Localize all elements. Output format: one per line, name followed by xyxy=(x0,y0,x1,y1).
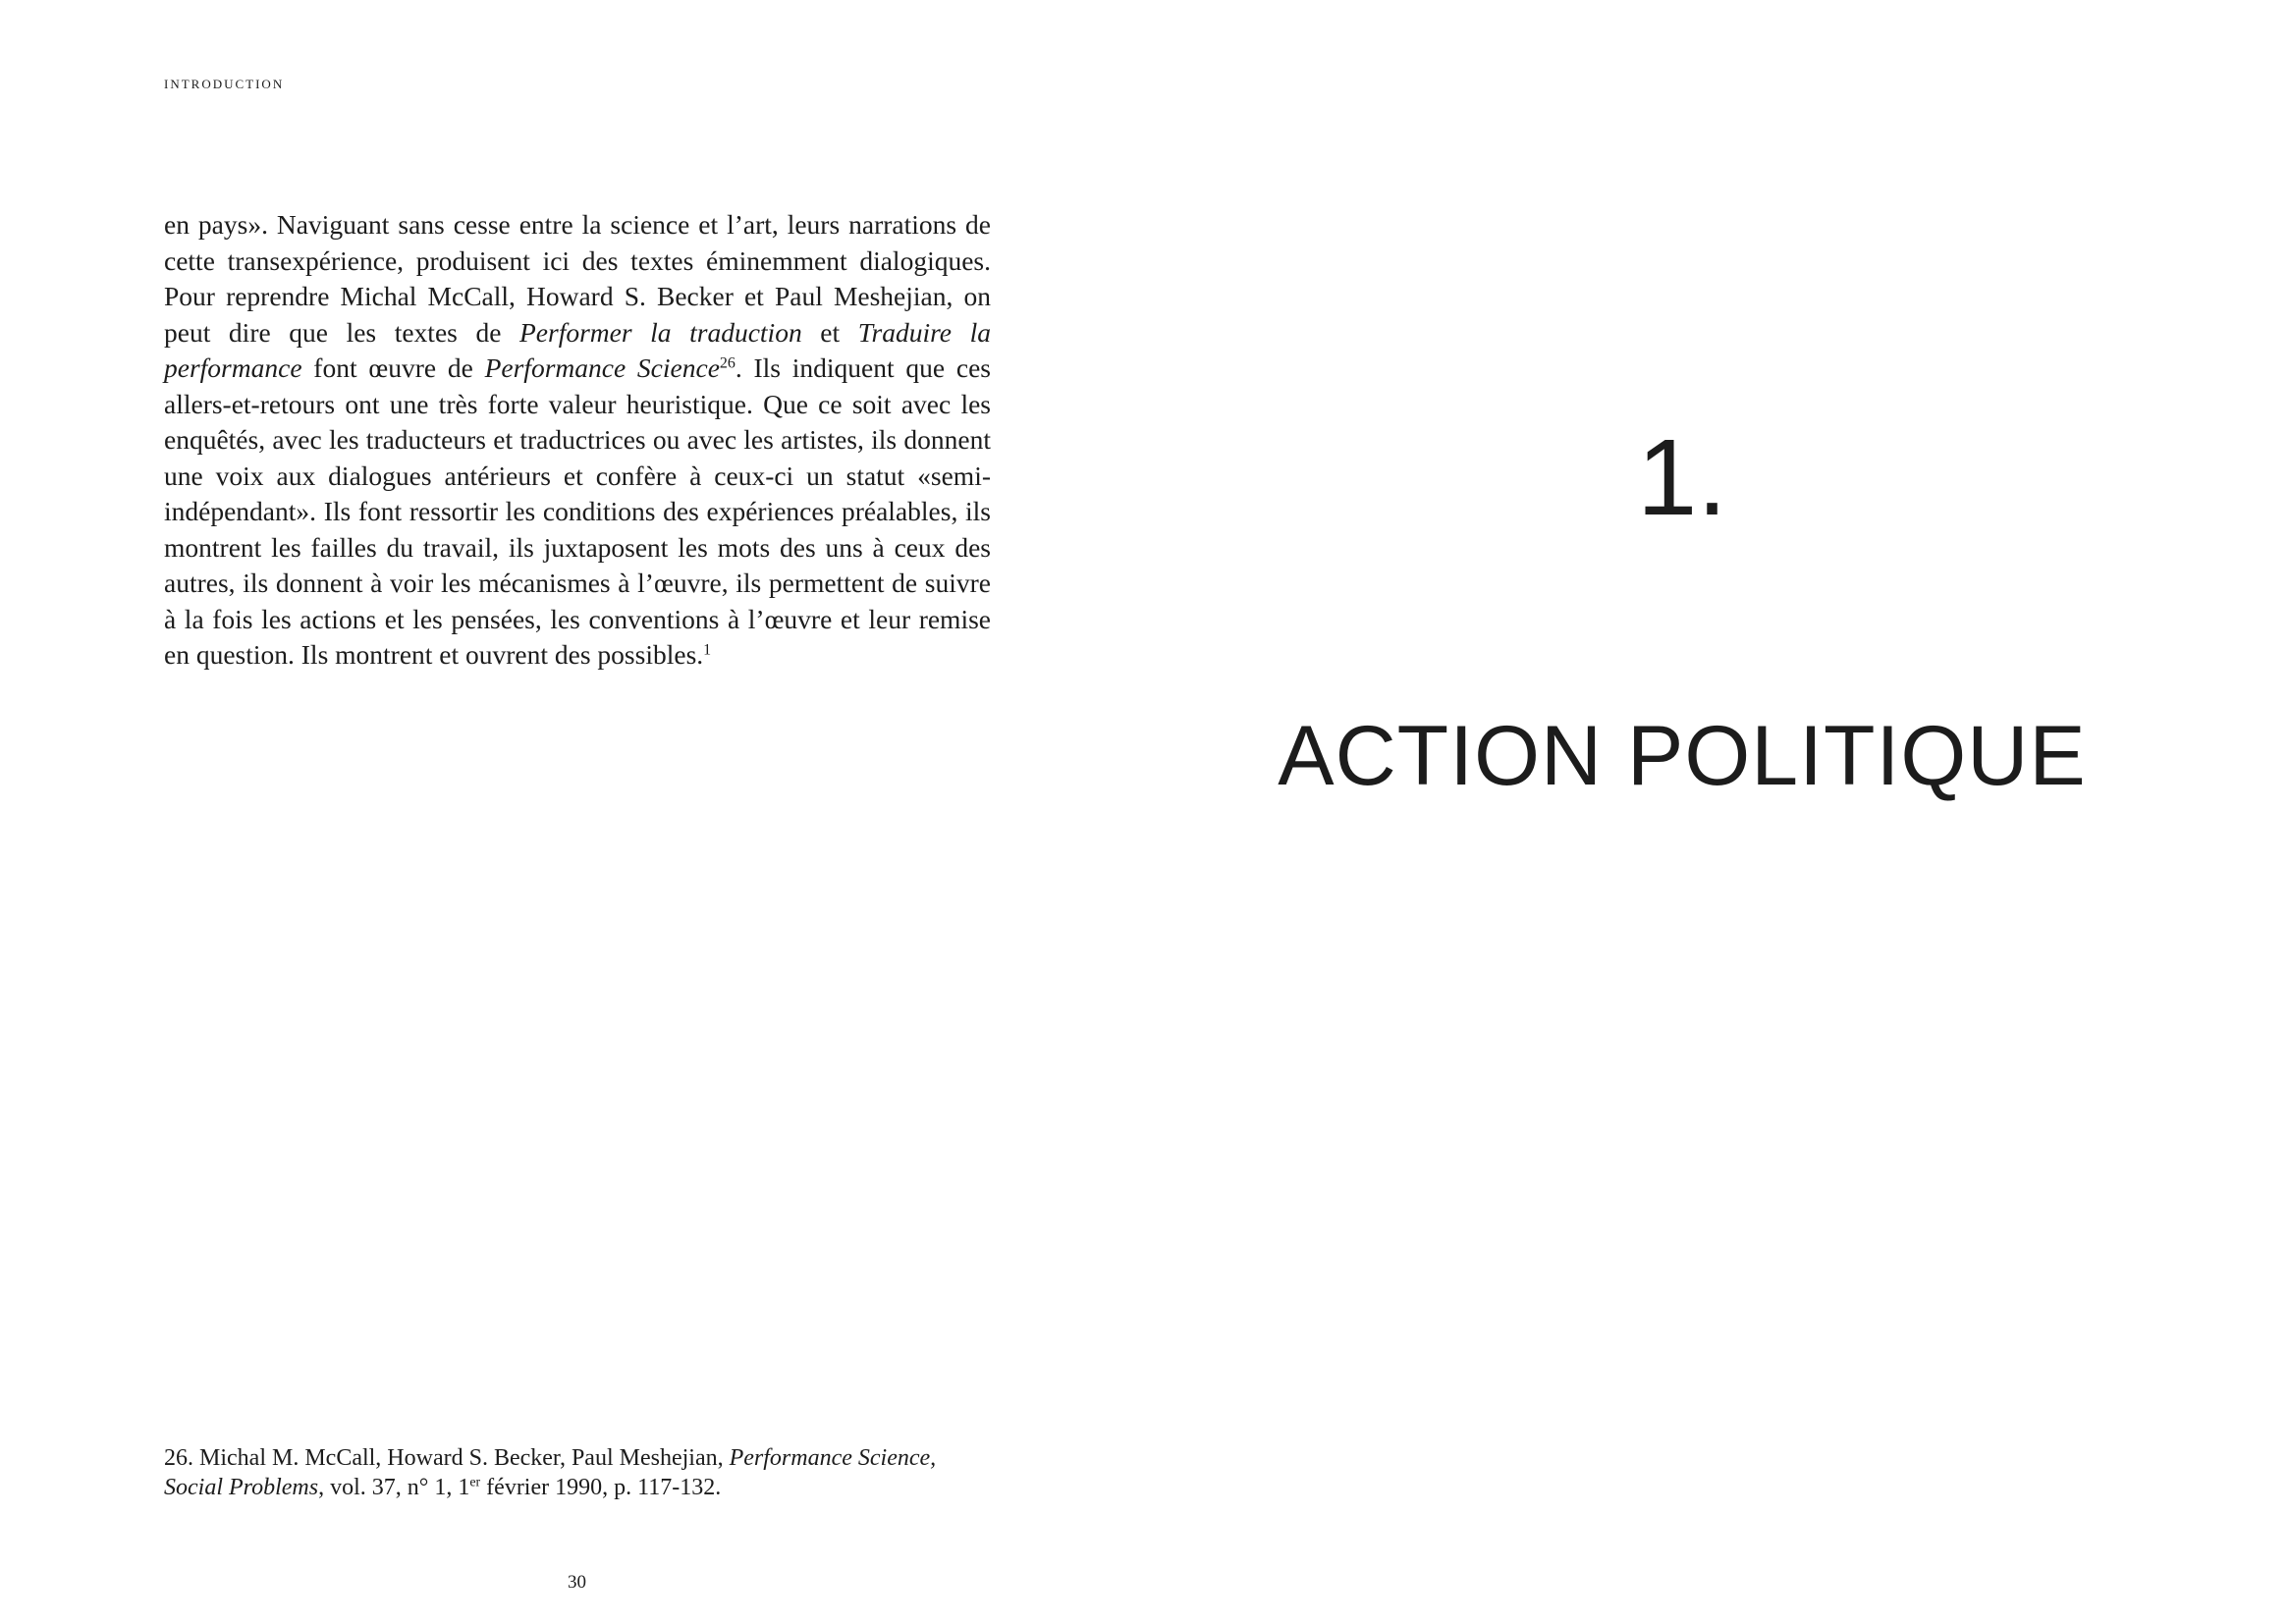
text-segment: . Ils indiquent que ces allers-et-retours ont une très forte valeur heuristique. Que ce soit avec les enquêtés, avec les traducteurs et traductrices ou avec les artistes, ils donnent une voix aux dialogues antérieurs et confère à ceux-ci un statut «semi-indépendant». Ils font ressortir les conditions des expériences préalables, ils montrent les failles du travail, ils juxtaposent les mots des uns à ceux des autres, ils donnent à voir les mécanismes à l’œuvre, ils permettent de suivre à la fois les actions et les pensées, les conventions à l’œuvre et leur remise en question. Ils montrent et ouvrent des possibles. xyxy=(164,352,991,670)
ordinal-suffix: er xyxy=(469,1475,481,1490)
text-segment: et xyxy=(801,316,858,348)
left-page xyxy=(0,0,1144,1624)
footnote-text xyxy=(164,1443,991,1502)
chapter-number: 1. xyxy=(1637,417,1727,538)
chapter-title: ACTION POLITIQUE xyxy=(1278,709,2087,803)
paragraph xyxy=(164,207,991,674)
footnote-number: 26. xyxy=(164,1445,193,1471)
footnote-reference: 26 xyxy=(719,354,736,372)
right-page xyxy=(1144,0,2289,1624)
text-segment: en pays». Naviguant sans cesse entre la science et l’art, leurs narrations de cette transexpérience, produisent ici des textes éminemment dialogiques. Pour reprendre Michal McCall, Howard S. Becker et Paul Meshejian, on peut dire que les textes de xyxy=(164,209,991,348)
footnote xyxy=(164,1443,991,1502)
footnote-reference: 1 xyxy=(703,641,712,659)
book-title: Traduire la performance xyxy=(164,316,991,383)
body-paragraph xyxy=(164,207,991,674)
running-head: introduction xyxy=(164,73,285,93)
book-title: Performer la traduction xyxy=(518,316,802,348)
page-number: 30 xyxy=(568,1572,586,1593)
footnote-details: février 1990, p. 117-132. xyxy=(480,1475,722,1500)
footnote-authors: Michal M. McCall, Howard S. Becker, Paul Meshejian, xyxy=(193,1445,730,1471)
footnote-details: , vol. 37, n° 1, 1 xyxy=(318,1475,470,1500)
book-title: Performance Science xyxy=(484,352,720,383)
text-segment: font œuvre de xyxy=(301,352,485,383)
footnote-title: Performance Science, Social Problems xyxy=(164,1445,937,1500)
